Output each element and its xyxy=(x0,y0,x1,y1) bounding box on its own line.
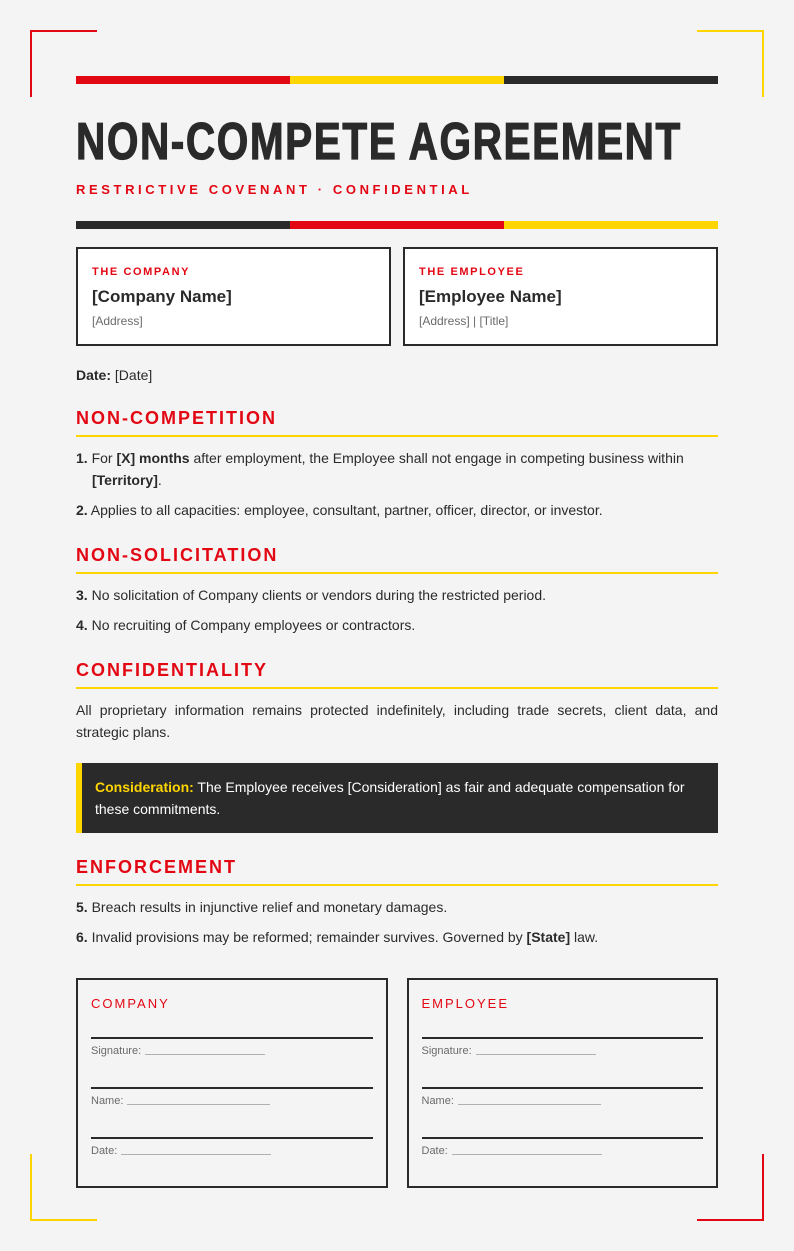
section-title: CONFIDENTIALITY xyxy=(76,660,718,689)
date-field-blank[interactable] xyxy=(452,1154,602,1155)
date-line[interactable] xyxy=(422,1137,704,1139)
company-signature-block xyxy=(76,978,388,1188)
field-label: Date: xyxy=(421,1145,448,1157)
clause-item xyxy=(76,447,718,491)
header-color-bar xyxy=(76,221,718,229)
clause-text: . xyxy=(157,472,162,488)
clause-number: 3. xyxy=(76,587,88,603)
company-address: [Address] xyxy=(92,314,143,328)
clause-duration: [X] months xyxy=(116,450,190,466)
date-label: Date: xyxy=(76,367,112,383)
clause-item xyxy=(76,896,718,918)
name-line[interactable] xyxy=(422,1087,704,1089)
clause-number: 5. xyxy=(76,899,88,915)
field-label: Signature: xyxy=(421,1045,472,1057)
field-label: Date: xyxy=(91,1145,118,1157)
document-subtitle: RESTRICTIVE COVENANT · CONFIDENTIAL xyxy=(76,182,473,197)
parties-row xyxy=(76,247,718,346)
signature-blocks xyxy=(76,978,718,1188)
clause-item xyxy=(76,584,718,606)
clause-number: 2. xyxy=(76,502,88,518)
bar-segment-yellow xyxy=(290,76,504,84)
employee-party-label: THE EMPLOYEE xyxy=(419,266,525,278)
document-title: NON-COMPETE AGREEMENT xyxy=(76,113,682,171)
callout-text: The Employee receives [Consideration] as fair and adequate compensation for these commitments. xyxy=(95,779,685,817)
signature-field-blank[interactable] xyxy=(476,1054,596,1055)
employee-address-title: [Address] | [Title] xyxy=(419,314,509,328)
signature-block-label: EMPLOYEE xyxy=(421,996,510,1011)
consideration-callout xyxy=(76,763,718,833)
name-line[interactable] xyxy=(91,1087,373,1089)
clause-text: Breach results in injunctive relief and monetary damages. xyxy=(87,899,448,915)
bar-segment-red xyxy=(76,76,290,84)
signature-block-label: COMPANY xyxy=(91,996,170,1011)
company-party-card xyxy=(76,247,391,346)
field-label: Name: xyxy=(91,1095,124,1107)
clause-item xyxy=(76,926,718,948)
confidentiality-text: All proprietary information remains protected indefinitely, including trade secrets, client data, and strategic plans. xyxy=(76,702,718,740)
signature-line[interactable] xyxy=(422,1037,704,1039)
signature-row xyxy=(422,1037,704,1057)
clause-text: For xyxy=(87,450,117,466)
top-color-bar xyxy=(76,76,718,84)
field-label: Name: xyxy=(421,1095,454,1107)
clause-number: 4. xyxy=(76,617,88,633)
date-line[interactable] xyxy=(91,1137,373,1139)
clause-number: 1. xyxy=(76,450,88,466)
employee-name: [Employee Name] xyxy=(419,287,562,306)
company-name: [Company Name] xyxy=(92,287,232,306)
section-non-competition xyxy=(76,408,718,521)
clause-text: after employment, the Employee shall not engage in competing business within xyxy=(189,450,684,466)
employee-party-card xyxy=(403,247,718,346)
section-title: NON-COMPETITION xyxy=(76,408,718,437)
clause-text: Invalid provisions may be reformed; remainder survives. Governed by xyxy=(87,929,527,945)
date-field-blank[interactable] xyxy=(121,1154,271,1155)
section-confidentiality xyxy=(76,660,718,743)
section-non-solicitation xyxy=(76,545,718,636)
bar-segment-red xyxy=(290,221,504,229)
bar-segment-yellow xyxy=(504,221,718,229)
clause-text: No solicitation of Company clients or vendors during the restricted period. xyxy=(87,587,547,603)
clause-item xyxy=(76,614,718,636)
clause-text: Applies to all capacities: employee, consultant, partner, officer, director, or investor. xyxy=(87,502,603,518)
clause-item xyxy=(76,499,718,521)
bar-segment-dark xyxy=(76,221,290,229)
clause-state: [State] xyxy=(526,929,571,945)
section-enforcement xyxy=(76,857,718,948)
company-party-label: THE COMPANY xyxy=(92,266,191,278)
callout-label: Consideration: xyxy=(95,779,194,795)
employee-signature-block xyxy=(407,978,719,1188)
name-field-blank[interactable] xyxy=(458,1104,601,1105)
agreement-date xyxy=(76,367,718,383)
date-row xyxy=(422,1137,704,1157)
section-title: NON-SOLICITATION xyxy=(76,545,718,574)
clause-territory: [Territory] xyxy=(92,472,158,488)
clause-text: No recruiting of Company employees or contractors. xyxy=(87,617,416,633)
name-field-blank[interactable] xyxy=(127,1104,270,1105)
date-row xyxy=(91,1137,373,1157)
clause-text: law. xyxy=(570,929,599,945)
section-title: ENFORCEMENT xyxy=(76,857,718,886)
document-page xyxy=(76,76,718,1188)
signature-row xyxy=(91,1037,373,1057)
signature-line[interactable] xyxy=(91,1037,373,1039)
date-value: [Date] xyxy=(114,367,153,383)
clause-number: 6. xyxy=(76,929,88,945)
field-label: Signature: xyxy=(91,1045,142,1057)
name-row xyxy=(422,1087,704,1107)
bar-segment-dark xyxy=(504,76,718,84)
name-row xyxy=(91,1087,373,1107)
signature-field-blank[interactable] xyxy=(145,1054,265,1055)
